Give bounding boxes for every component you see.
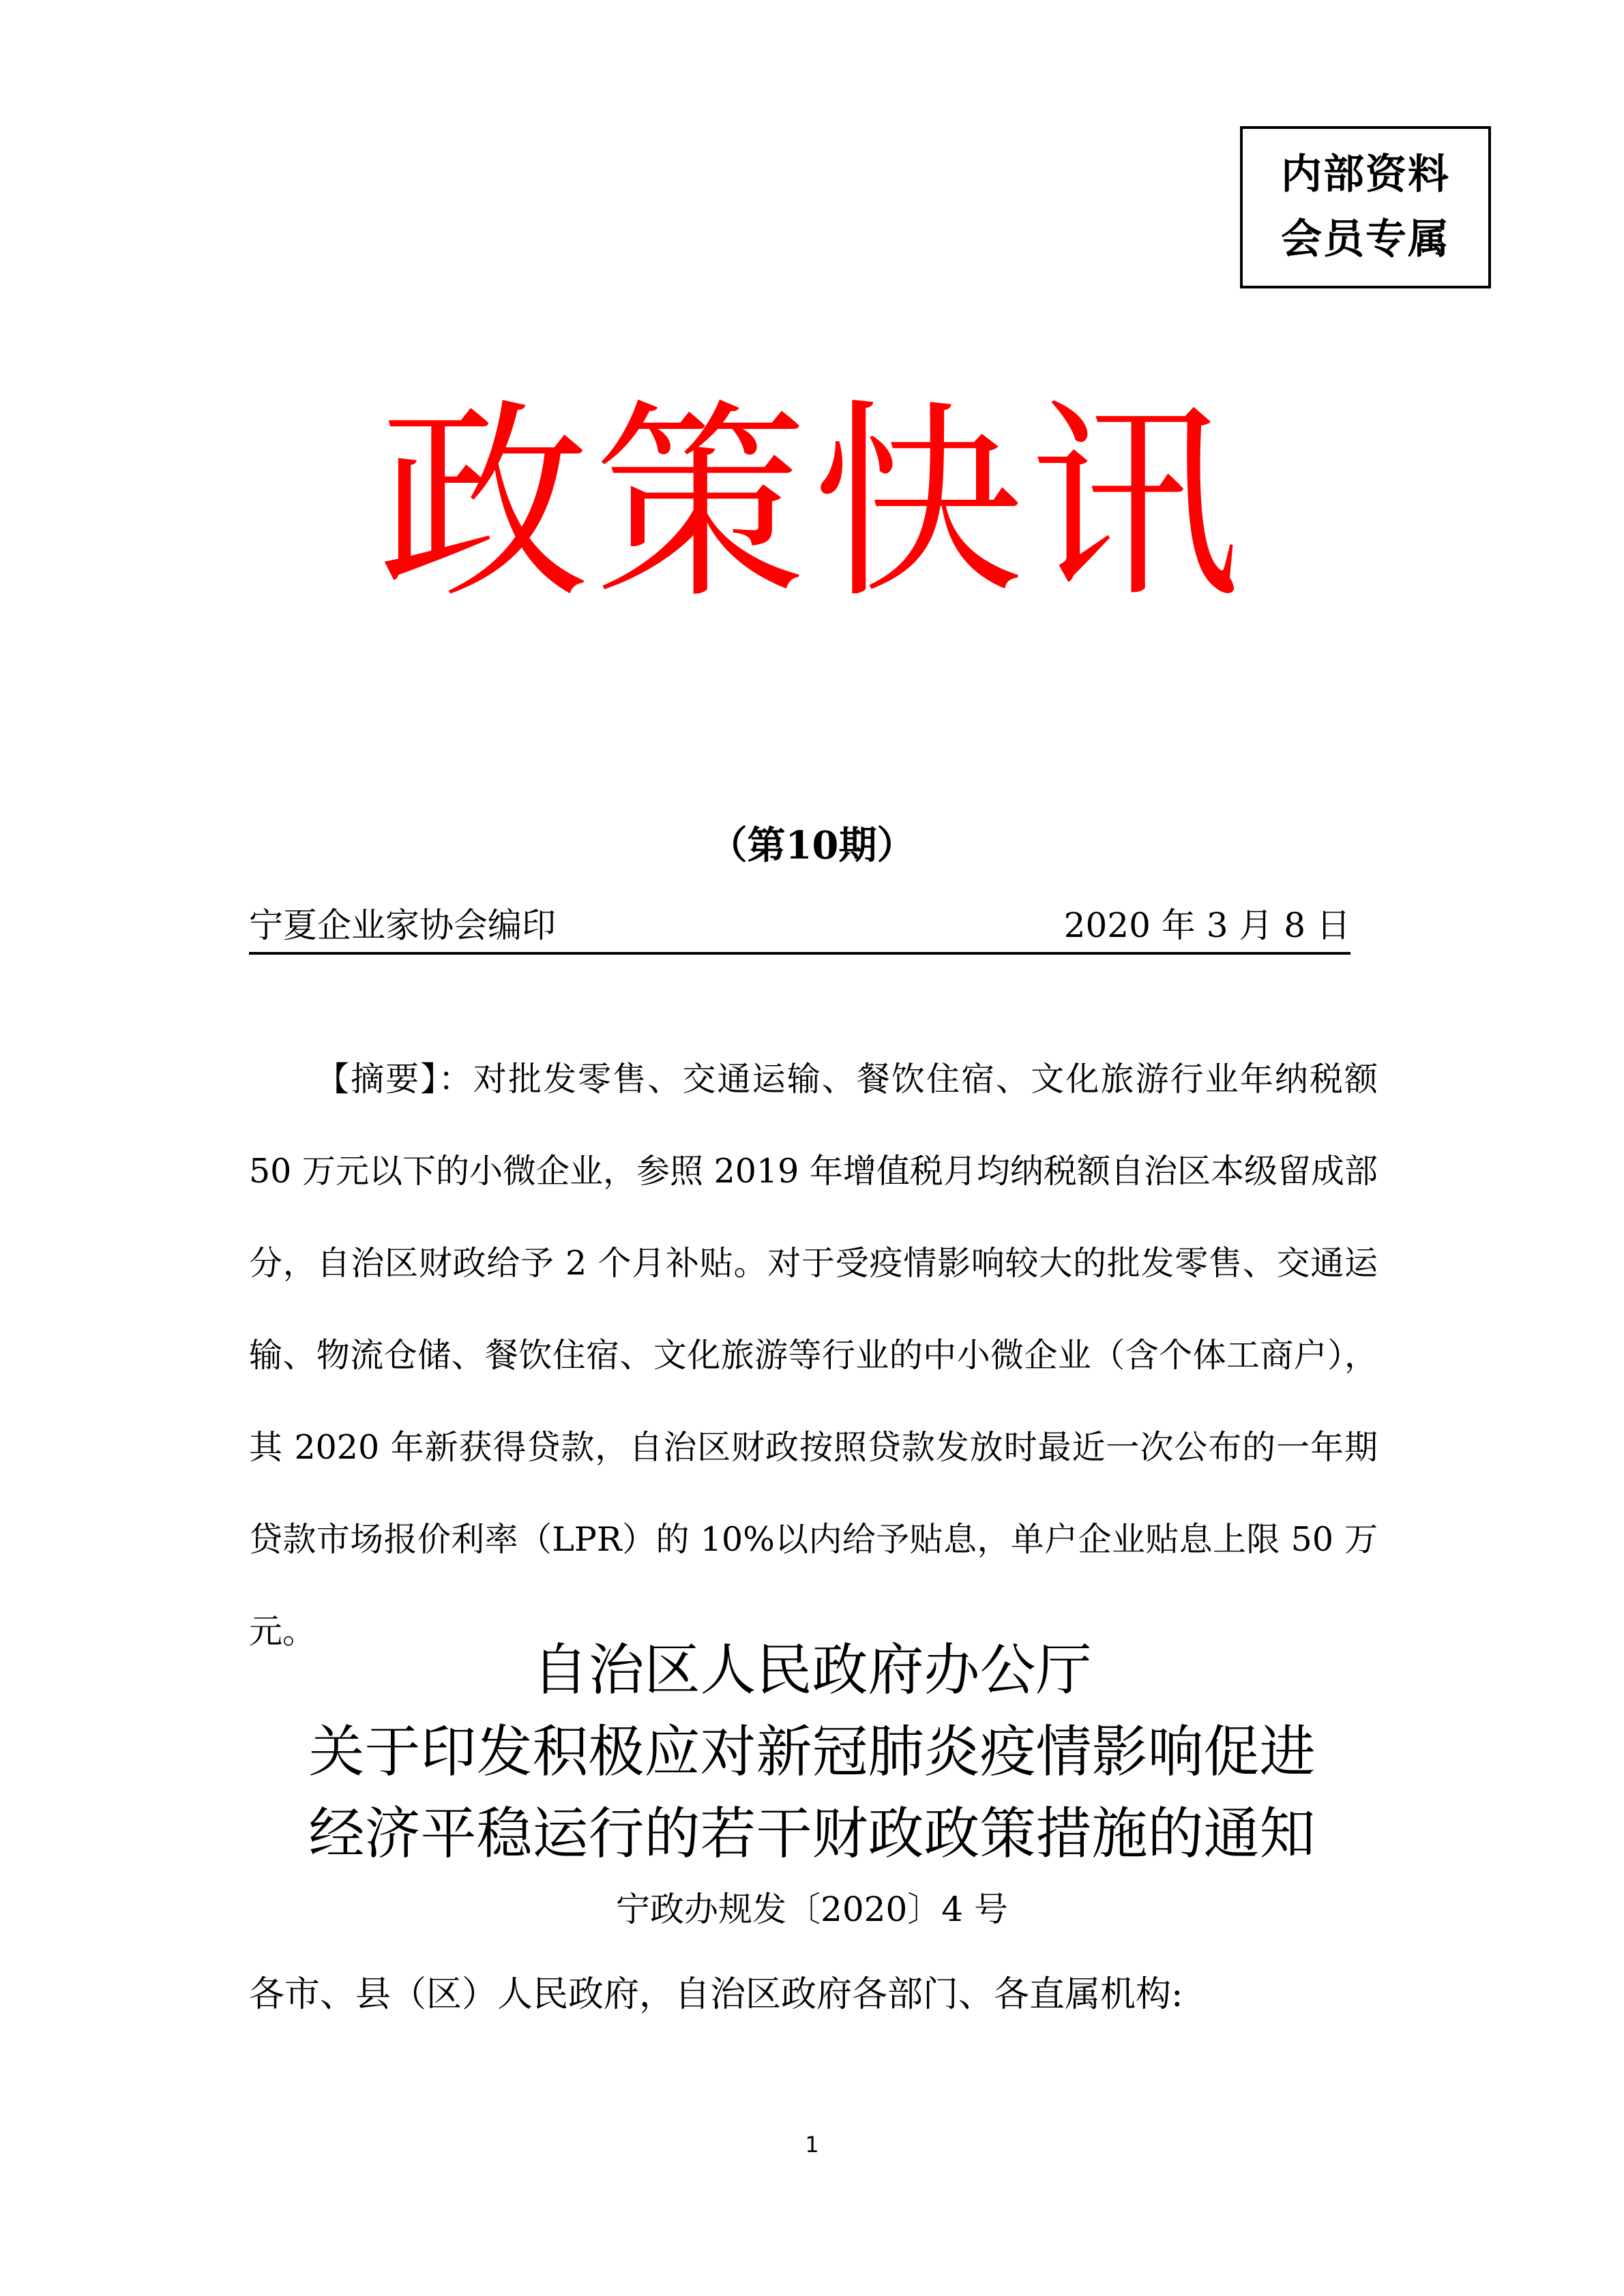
salutation: 各市、县（区）人民政府，自治区政府各部门、各直属机构: <box>249 1974 1183 2015</box>
document-number: 宁政办规发〔2020〕4 号 <box>616 1890 1008 1929</box>
badge-line-members: 会员专属 <box>1281 215 1450 263</box>
document-title-line-3: 经济平稳运行的若干财政政策措施的通知 <box>308 1802 1316 1866</box>
internal-materials-badge <box>1240 126 1491 288</box>
page-number: 1 <box>805 2132 819 2158</box>
document-title-line-1: 自治区人民政府办公厅 <box>532 1638 1092 1703</box>
badge-line-internal: 内部资料 <box>1281 151 1450 198</box>
summary-paragraph <box>249 1033 1378 1678</box>
publish-date: 2020 年 3 月 8 日 <box>1063 906 1350 945</box>
publisher-row <box>249 893 1350 955</box>
document-title <box>0 1630 1624 1875</box>
summary-text: ：对批发零售、交通运输、餐饮住宿、文化旅游行业年纳税额 50 万元以下的小微企业，参照 2019 年增值税月均纳税额自治区本级留成部分，自治区财政给予 2 个月补贴。对于受疫情影响较大的批发零售、交通运输、物流仓储、餐饮住宿、文化旅游等行业的中小微企业（含个体工商户），其 2020 年新获得贷款，自治区财政按照贷款发放时最近一次公布的一年期贷款市场报价利率（LPR）的 10%以内给予贴息，单户企业贴息上限 50 万元。 <box>249 1060 1378 1651</box>
publisher-name: 宁夏企业家协会编印 <box>249 906 556 945</box>
issue-number: （第10期） <box>709 823 915 868</box>
masthead-title: 政策快讯 <box>378 381 1246 627</box>
document-title-line-2: 关于印发积极应对新冠肺炎疫情影响促进 <box>308 1720 1316 1785</box>
summary-tag: 【摘要】 <box>316 1060 439 1099</box>
